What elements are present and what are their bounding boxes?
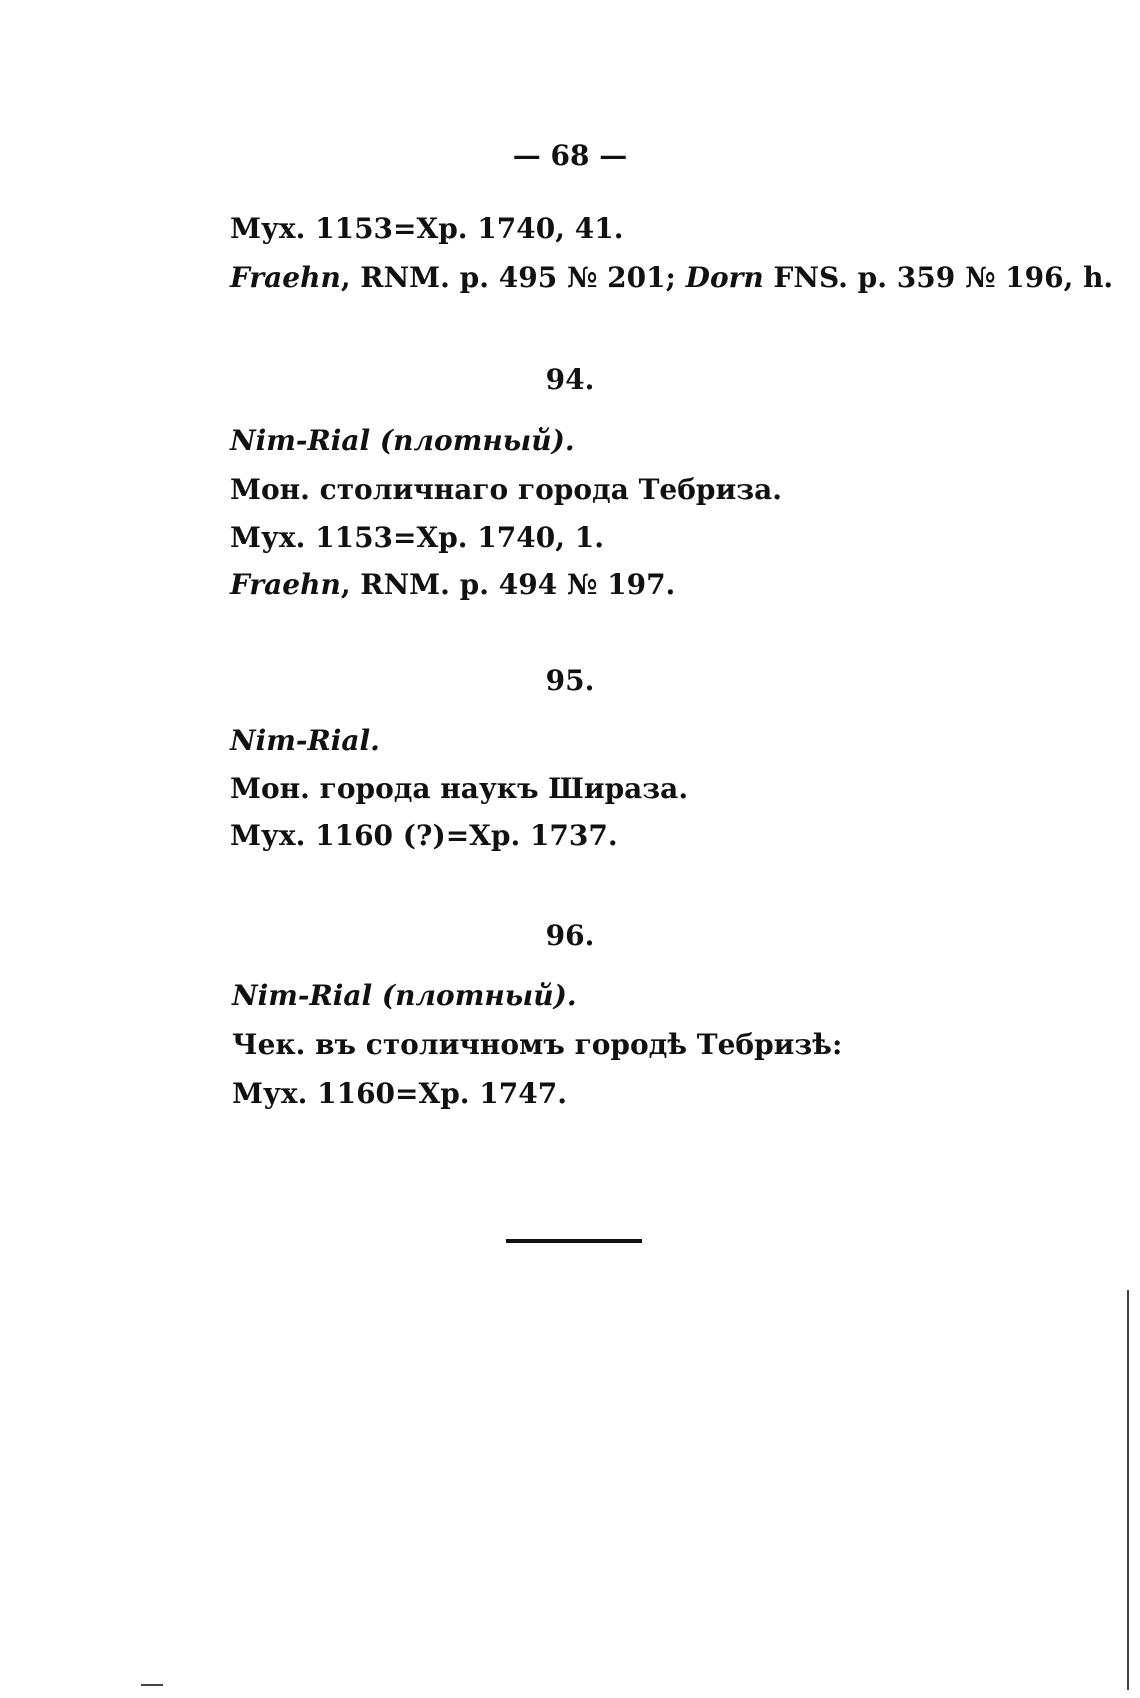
continuation-reference [230,261,1114,294]
entry-text-line: Чек. въ столичномъ городѣ Тебризѣ: [232,1028,843,1061]
entry-text-line: Мух. 1153=Хр. 1740, 1. [230,521,604,554]
margin-mark-bottom [141,1684,163,1686]
entry-text-line: Мух. 1160 (?)=Хр. 1737. [230,819,618,852]
closing-rule [506,1239,642,1243]
margin-mark-right [1127,1290,1129,1690]
reference-text: FNS. p. 359 № 196, h. [763,261,1114,294]
reference-text: , RNM. p. 495 № 201; [340,261,686,294]
entry-reference [230,568,676,601]
entry-number: 94. [545,363,595,396]
continuation-line: Мух. 1153=Хр. 1740, 41. [230,212,624,245]
entry-title: Nim-Rial. [230,724,380,757]
entry-text-line: Мух. 1160=Хр. 1747. [232,1077,567,1110]
reference-author: Fraehn [230,568,341,601]
page-number: — 68 — [512,139,628,172]
entry-number: 95. [545,664,595,697]
reference-text: , RNM. p. 494 № 197. [340,568,676,601]
entry-text-line: Мон. столичнаго города Тебриза. [230,473,783,506]
entry-text-line: Мон. города наукъ Шираза. [230,772,689,805]
entry-number: 96. [545,919,595,952]
entry-title: Nim-Rial (плотный). [232,979,577,1012]
entry-title: Nim-Rial (плотный). [230,424,575,457]
reference-author: Dorn [685,261,764,294]
reference-author: Fraehn [230,261,341,294]
